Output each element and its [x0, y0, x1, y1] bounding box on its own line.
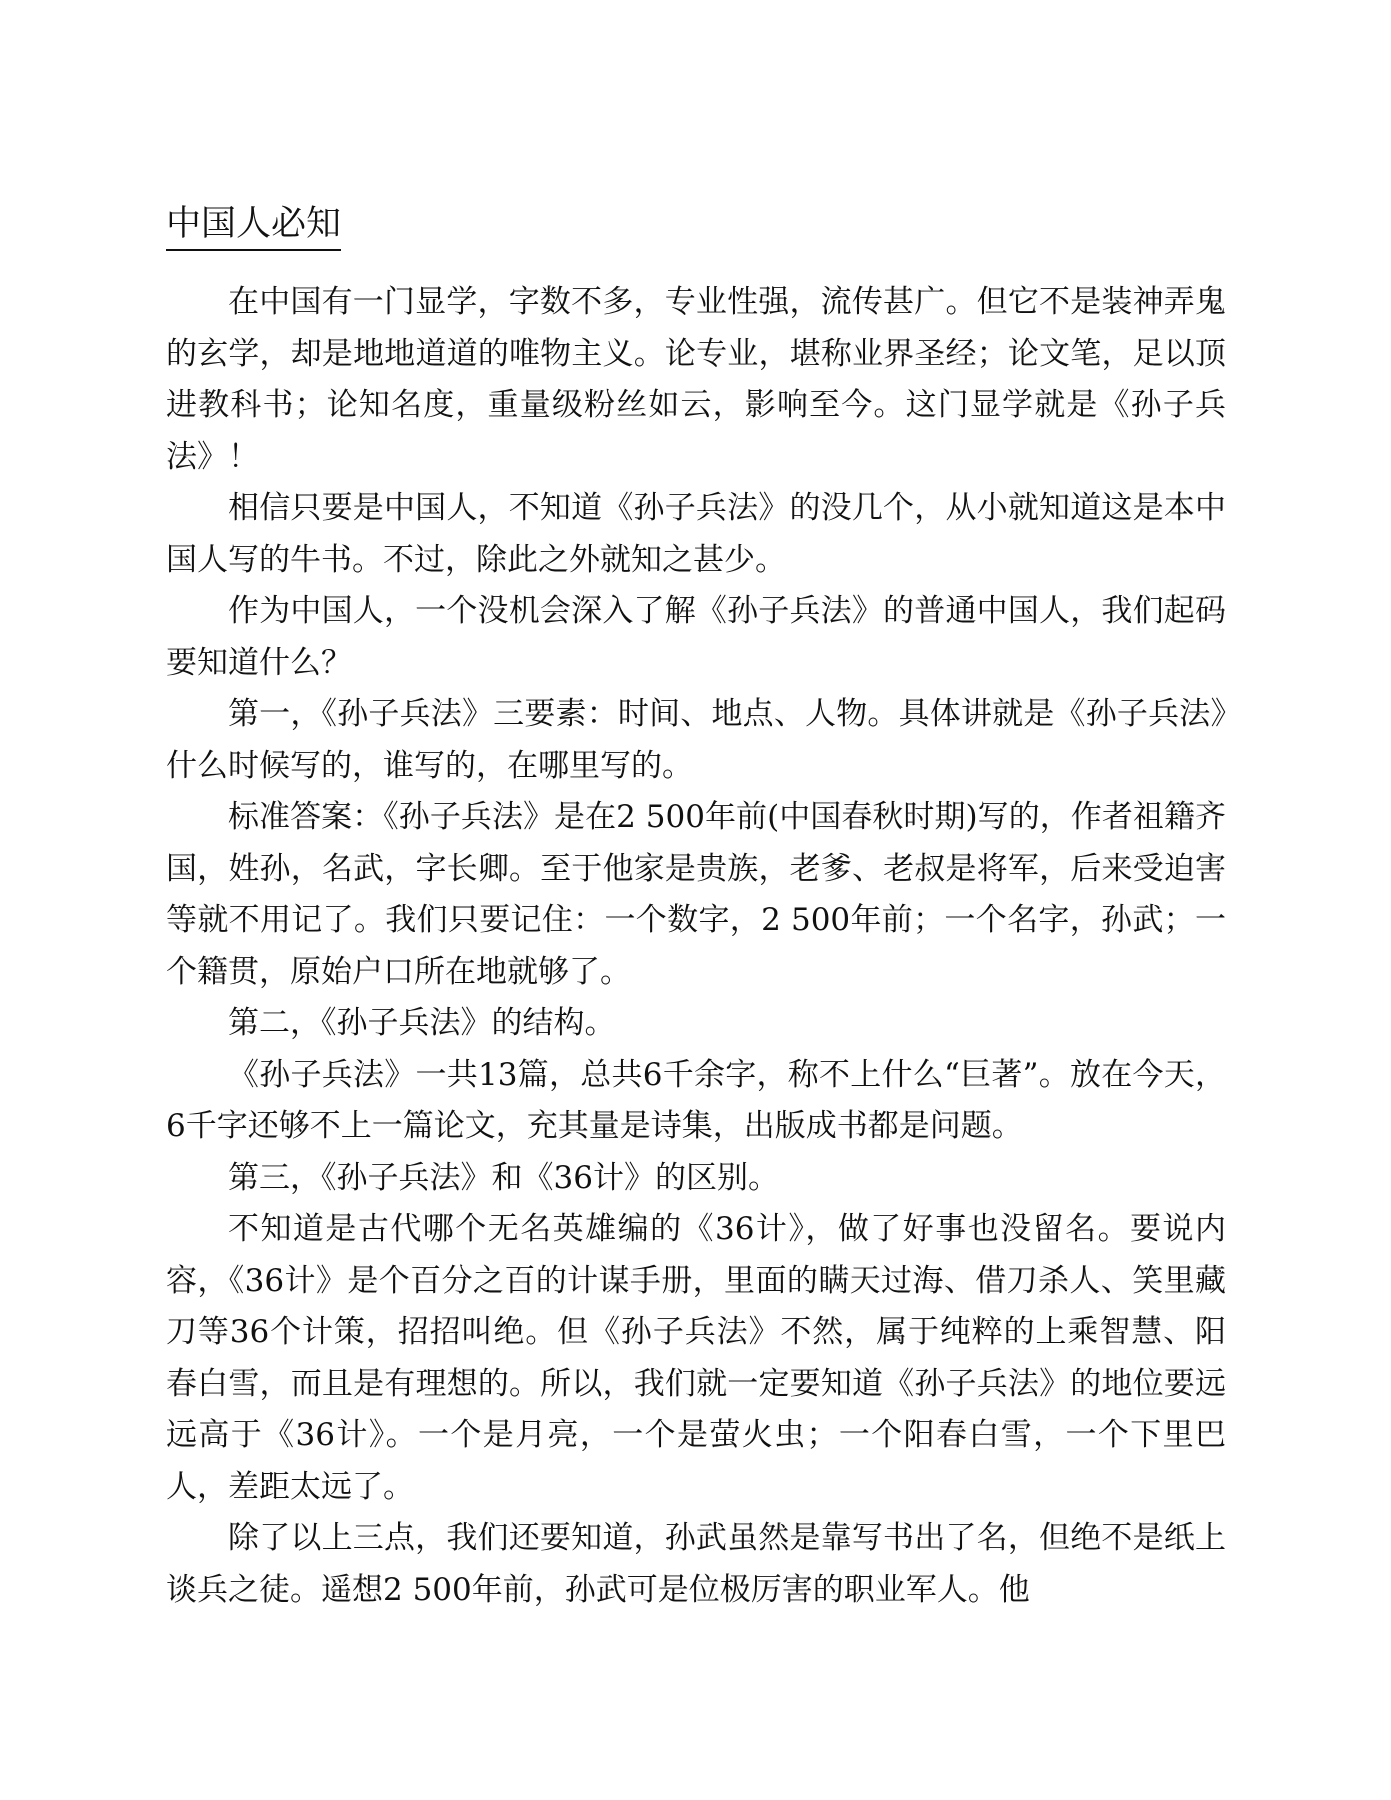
paragraph: 相信只要是中国人，不知道《孙子兵法》的没几个，从小就知道这是本中国人写的牛书。不过，除此之外就知之甚少。 — [166, 490, 1226, 578]
paragraph: 第一，《孙子兵法》三要素：时间、地点、人物。具体讲就是《孙子兵法》什么时候写的，谁写的，在哪里写的。 — [166, 696, 1226, 784]
paragraph: 第二，《孙子兵法》的结构。 — [228, 1005, 616, 1041]
paragraph: 作为中国人，一个没机会深入了解《孙子兵法》的普通中国人，我们起码要知道什么？ — [166, 593, 1226, 681]
paragraph: 标准答案：《孙子兵法》是在2 500年前(中国春秋时期)写的，作者祖籍齐国，姓孙，名武，字长卿。至于他家是贵族，老爹、老叔是将军，后来受迫害等就不用记了。我们只要记住：一个数字，2 500年前；一个名字，孙武；一个籍贯，原始户口所在地就够了。 — [166, 799, 1226, 990]
document-title: 中国人必知 — [166, 203, 341, 251]
paragraph: 除了以上三点，我们还要知道，孙武虽然是靠写书出了名，但绝不是纸上谈兵之徒。遥想2 500年前，孙武可是位极厉害的职业军人。他 — [166, 1520, 1226, 1608]
paragraph: 第三，《孙子兵法》和《36计》的区别。 — [228, 1159, 779, 1196]
document-body — [166, 277, 1226, 1616]
paragraph: 不知道是古代哪个无名英雄编的《36计》，做了好事也没留名。要说内容，《36计》是个百分之百的计谋手册，里面的瞒天过海、借刀杀人、笑里藏刀等36个计策，招招叫绝。但《孙子兵法》不然，属于纯粹的上乘智慧、阳春白雪，而且是有理想的。所以，我们就一定要知道《孙子兵法》的地位要远远高于《36计》。一个是月亮，一个是萤火虫；一个阳春白雪，一个下里巴人，差距太远了。 — [166, 1211, 1226, 1505]
paragraph: 《孙子兵法》一共13篇，总共6千余字，称不上什么“巨著”。放在今天，6千字还够不上一篇论文，充其量是诗集，出版成书都是问题。 — [166, 1056, 1226, 1144]
paragraph: 在中国有一门显学，字数不多，专业性强，流传甚广。但它不是装神弄鬼的玄学，却是地地道道的唯物主义。论专业，堪称业界圣经；论文笔，足以顶进教科书；论知名度，重量级粉丝如云，影响至今。这门显学就是《孙子兵法》！ — [166, 284, 1226, 475]
document-page — [166, 203, 1226, 1616]
